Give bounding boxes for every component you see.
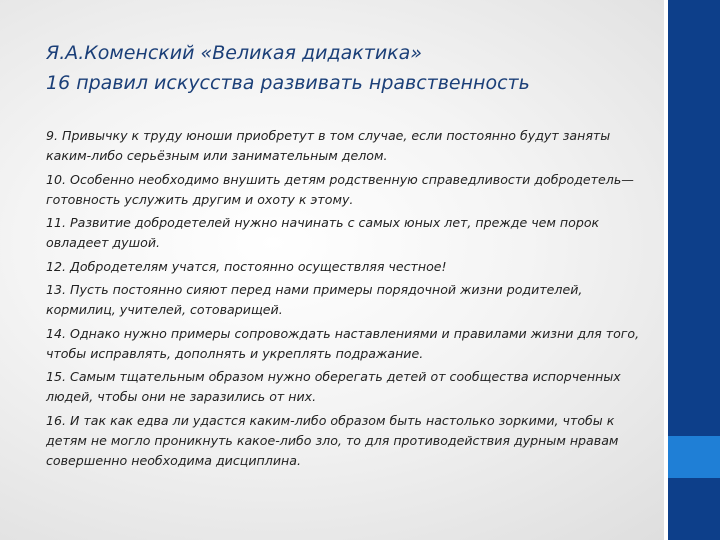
title-line-2-text: правил искусства развивать нравственность — [76, 72, 530, 94]
paragraph-rule-16: 16. И так как едва ли удастся каким-либо образом быть настолько зоркими, чтобы к детям не могло проникнуть какое-либо зло, то для противодействия дурным нравам совершенно необходима дисциплина. — [46, 412, 619, 469]
title-rule-count: 16 — [46, 72, 71, 94]
paragraph-rule-9: 9. Привычку к труду юноши приобретут в том случае, если постоянно будут заняты каким-либо серьёзным или занимательным делом. — [46, 128, 611, 164]
paragraph-rule-12: 12. Добродетелям учатся, постоянно осуществляя честное! — [46, 258, 447, 274]
title-line-1: Я.А.Коменский «Великая дидактика» — [46, 42, 423, 64]
paragraph-rule-13: 13. Пусть постоянно сияют перед нами примеры порядочной жизни родителей, кормилиц, учителей, сотоварищей. — [46, 282, 583, 318]
right-accent-square — [668, 436, 720, 478]
paragraph-rule-15: 15. Самым тщательным образом нужно оберегать детей от сообщества испорченных людей, чтобы они не заразились от них. — [46, 369, 621, 405]
paragraph-rule-10: 10. Особенно необходимо внушить детям родственную справедливости добродетель— готовность услужить другим и охоту к этому. — [46, 171, 634, 207]
slide-body — [46, 126, 646, 475]
slide-title — [46, 38, 646, 98]
paragraph-rule-14: 14. Однако нужно примеры сопровождать наставлениями и правилами жизни для того, чтобы исправлять, дополнять и укреплять подражание. — [46, 325, 640, 361]
title-line-2 — [46, 68, 646, 98]
paragraph-rule-11: 11. Развитие добродетелей нужно начинать с самых юных лет, прежде чем порок овладеет душой. — [46, 215, 600, 251]
